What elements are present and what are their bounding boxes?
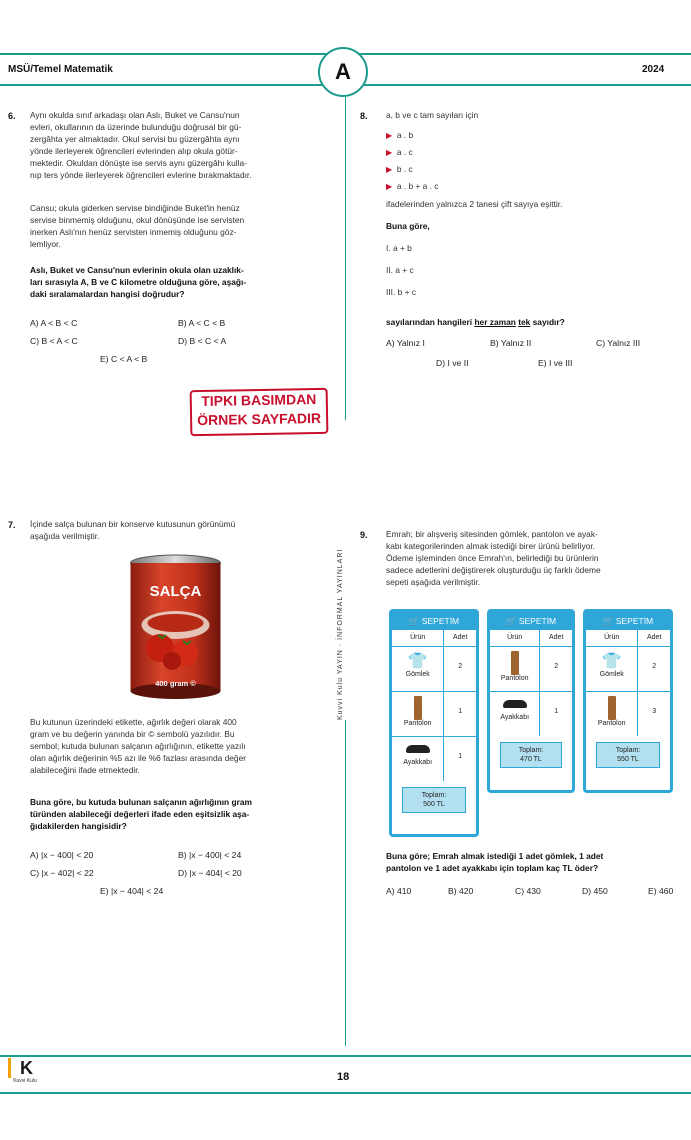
text-line: sembol; kutuda bulunan salçanın ağırlığının, etikette yazılı bbox=[30, 741, 246, 751]
list-item bbox=[386, 129, 438, 142]
text-line: Bu kutunun üzerindeki etikette, ağırlık değeri olarak 400 bbox=[30, 717, 237, 727]
q7-option-a[interactable]: A) |x − 400| < 20 bbox=[30, 850, 94, 860]
can-label-text: SALÇA bbox=[149, 583, 202, 600]
basket-columns bbox=[392, 630, 476, 647]
list-item bbox=[386, 163, 438, 176]
qty-cell: 2 bbox=[554, 663, 559, 670]
page-number: 18 bbox=[337, 1071, 350, 1083]
table-row bbox=[490, 692, 572, 736]
q9-option-d[interactable]: D) 450 bbox=[582, 886, 608, 896]
qty-cell: 2 bbox=[458, 663, 463, 670]
text-line: Emrah; bir alışveriş sitesinden gömlek, pantolon ve ayak- bbox=[386, 529, 598, 539]
q8-expr-1: I. a + b bbox=[386, 243, 412, 253]
text-line: inerken Aslı'nın henüz servisten inmemiş olduğunu göz- bbox=[30, 227, 237, 237]
basket-columns bbox=[490, 630, 572, 647]
text-line: nıp ters yönde ilerleyerek öğrencileri evlerine bırakmaktadır. bbox=[30, 170, 252, 180]
basket-header bbox=[490, 612, 572, 630]
product-name: Pantolon bbox=[403, 720, 432, 727]
shirt-icon: 👕 bbox=[601, 653, 622, 670]
text-line: alabileceğini ifade etmektedir. bbox=[30, 765, 140, 775]
total-value: 550 TL bbox=[617, 756, 639, 763]
year-label: 2024 bbox=[642, 64, 665, 75]
product-name: Ayakkabı bbox=[403, 759, 433, 766]
q9-question bbox=[386, 850, 686, 874]
basket-total bbox=[402, 787, 466, 813]
table-row bbox=[392, 692, 476, 737]
item-text: b . c bbox=[396, 164, 413, 174]
product-cell bbox=[586, 692, 638, 736]
col-product: Ürün bbox=[490, 630, 540, 646]
product-cell bbox=[392, 692, 444, 736]
q7-option-b[interactable]: B) |x − 400| < 24 bbox=[178, 850, 242, 860]
cart-icon: 🛒 bbox=[505, 616, 517, 626]
product-name: Pantolon bbox=[597, 720, 626, 727]
q8-items bbox=[386, 129, 438, 193]
text-line: kabı kategorilerinden almak istediği birer ürünü belirliyor. bbox=[386, 541, 596, 551]
text-line: türünden alabileceği değerleri ifade eden eşitsizlik aşa- bbox=[30, 809, 250, 819]
list-item bbox=[386, 180, 438, 193]
q6-number: 6. bbox=[8, 111, 16, 121]
col-qty: Adet bbox=[452, 634, 468, 641]
basket-title: SEPETİM bbox=[421, 616, 460, 626]
q7-option-d[interactable]: D) |x − 404| < 20 bbox=[178, 868, 242, 878]
product-cell bbox=[490, 692, 540, 736]
question-text: sayıdır? bbox=[530, 317, 565, 327]
text-line: evleri, okullarının da üzerinde bulunduğu doğrusal bir gü- bbox=[30, 122, 242, 132]
text-line: ğıdakilerden hangisidir? bbox=[30, 821, 127, 831]
triangle-bullet-icon: ▶ bbox=[386, 131, 393, 140]
q7-number: 7. bbox=[8, 520, 16, 530]
text-line: zergâhta yer almaktadır. Okul servisi bu güzergâhta aynı bbox=[30, 134, 240, 144]
product-cell bbox=[392, 737, 444, 781]
q8-lead: Buna göre, bbox=[386, 221, 430, 231]
publisher-logo bbox=[8, 1058, 42, 1090]
q8-number: 8. bbox=[360, 111, 368, 121]
logo-letter: K bbox=[8, 1058, 42, 1078]
table-row bbox=[392, 647, 476, 692]
text-line: Ödeme işleminden önce Emrah'ın, belirlediği bu ürünlerin bbox=[386, 553, 599, 563]
text-line: servise binmemiş olduğunu, okul dönüşünde ise servisten bbox=[30, 215, 245, 225]
q6-option-a[interactable]: A) A < B < C bbox=[30, 318, 78, 328]
product-name: Ayakkabı bbox=[500, 714, 530, 721]
underlined-always: her zaman bbox=[474, 317, 516, 327]
product-name: Pantolon bbox=[500, 675, 529, 682]
total-value: 470 TL bbox=[520, 756, 542, 763]
product-cell bbox=[586, 647, 638, 691]
q8-expr-3: III. b + c bbox=[386, 287, 417, 297]
stamp-line-1: TIPKI BASIMDAN bbox=[201, 390, 317, 410]
tomato-paste-can-image bbox=[128, 553, 223, 703]
total-label: Toplam: bbox=[518, 747, 544, 754]
side-publisher-text: Kuvvi Kulu YAYIN · İNFORMAL YAYINLARI bbox=[337, 420, 353, 720]
q7-option-c[interactable]: C) |x − 402| < 22 bbox=[30, 868, 94, 878]
product-cell bbox=[392, 647, 444, 691]
text-line: aşağıda verilmiştir. bbox=[30, 531, 100, 541]
qty-cell: 1 bbox=[458, 708, 463, 715]
table-row bbox=[392, 737, 476, 781]
text-line: sadece adetlerini değiştirerek oluşturduğu üç farklı ödeme bbox=[386, 565, 601, 575]
text-line: sepeti aşağıda verilmiştir. bbox=[386, 577, 481, 587]
item-text: a . b bbox=[396, 130, 414, 140]
q8-expr-2: II. a + c bbox=[386, 265, 414, 275]
q9-option-a[interactable]: A) 410 bbox=[386, 886, 412, 896]
can-weight-text: 400 gram © bbox=[155, 679, 196, 688]
qty-cell: 1 bbox=[554, 708, 559, 715]
cart-icon: 🛒 bbox=[408, 616, 420, 626]
q7-intro bbox=[30, 518, 335, 542]
basket-title: SEPETİM bbox=[518, 616, 557, 626]
subject-title: MSÜ/Temel Matematik bbox=[8, 64, 113, 75]
q9-option-c[interactable]: C) 430 bbox=[515, 886, 541, 896]
sneaker-icon bbox=[503, 700, 527, 708]
stamp-line-2: ÖRNEK SAYFADIR bbox=[197, 409, 322, 429]
text-line: Buna göre, bu kutuda bulunan salçanın ağırlığının gram bbox=[30, 797, 252, 807]
col-product: Ürün bbox=[586, 630, 638, 646]
basket-header bbox=[392, 612, 476, 630]
product-name: Gömlek bbox=[405, 671, 430, 678]
col-product: Ürün bbox=[392, 630, 444, 646]
text-line: Cansu; okula giderken servise bindiğinde Buket'in henüz bbox=[30, 203, 240, 213]
text-line: İçinde salça bulunan bir konserve kutusunun görünümü bbox=[30, 519, 236, 529]
q8-option-e[interactable]: E) I ve III bbox=[538, 358, 573, 368]
q8-option-b[interactable]: B) Yalnız II bbox=[490, 338, 532, 348]
table-row bbox=[490, 647, 572, 692]
question-text: sayılarından hangileri bbox=[386, 317, 475, 327]
booklet-badge: A bbox=[318, 47, 368, 97]
basket-title: SEPETİM bbox=[615, 616, 654, 626]
q6-paragraph-2 bbox=[30, 202, 335, 250]
q6-question bbox=[30, 264, 335, 300]
col-qty: Adet bbox=[548, 634, 564, 641]
text-line: olan ağırlık değerinin %5 azı ile %6 fazlası arasında değer bbox=[30, 753, 247, 763]
text-line: pantolon ve 1 adet ayakkabı için toplam kaç TL öder? bbox=[386, 863, 599, 873]
basket-columns bbox=[586, 630, 670, 647]
logo-text: Kuvvi Kulu bbox=[13, 1078, 37, 1084]
q8-after: ifadelerinden yalnızca 2 tanesi çift sayıya eşittir. bbox=[386, 199, 563, 209]
q9-paragraph bbox=[386, 528, 686, 588]
basket-total bbox=[596, 742, 660, 768]
text-line: Aslı, Buket ve Cansu'nun evlerinin okula olan uzaklık- bbox=[30, 265, 244, 275]
q9-number: 9. bbox=[360, 530, 368, 540]
total-value: 500 TL bbox=[423, 801, 445, 808]
text-line: yönde ilerleyerek öğrencileri evlerinden alıp okula götür- bbox=[30, 146, 238, 156]
qty-cell: 2 bbox=[652, 663, 657, 670]
text-line: ları sırasıyla A, B ve C kilometre olduğuna göre, aşağı- bbox=[30, 277, 247, 287]
text-line: gram ve bu değerin yanında bir © sembolü yazılıdır. Bu bbox=[30, 729, 235, 739]
sneaker-icon bbox=[406, 745, 430, 753]
list-item bbox=[386, 146, 438, 159]
q7-paragraph bbox=[30, 716, 335, 776]
col-qty: Adet bbox=[646, 634, 662, 641]
footer-line-top bbox=[0, 1055, 691, 1057]
basket-1 bbox=[389, 609, 479, 837]
trousers-icon bbox=[608, 696, 616, 720]
sample-page-stamp bbox=[190, 388, 329, 436]
basket-total bbox=[500, 742, 562, 768]
shirt-icon: 👕 bbox=[407, 653, 428, 670]
text-line: daki sıralamalardan hangisi doğrudur? bbox=[30, 289, 185, 299]
qty-cell: 1 bbox=[458, 753, 463, 760]
cart-icon: 🛒 bbox=[602, 616, 614, 626]
trousers-icon bbox=[511, 651, 519, 675]
triangle-bullet-icon: ▶ bbox=[386, 148, 393, 157]
product-cell bbox=[490, 647, 540, 691]
q9-option-b[interactable]: B) 420 bbox=[448, 886, 474, 896]
q8-option-c[interactable]: C) Yalnız III bbox=[596, 338, 641, 348]
footer-line-bottom bbox=[0, 1092, 691, 1094]
table-row bbox=[586, 647, 670, 692]
item-text: a . c bbox=[396, 147, 413, 157]
basket-2 bbox=[487, 609, 575, 793]
total-label: Toplam: bbox=[421, 792, 447, 799]
text-line: mektedir. Okuldan dönüşte ise servis aynı güzergâhı kulla- bbox=[30, 158, 247, 168]
q7-question bbox=[30, 796, 335, 832]
qty-cell: 3 bbox=[652, 708, 657, 715]
total-label: Toplam: bbox=[615, 747, 641, 754]
trousers-icon bbox=[414, 696, 422, 720]
basket-3 bbox=[583, 609, 673, 793]
q8-option-a[interactable]: A) Yalnız I bbox=[386, 338, 425, 348]
text-line: Aynı okulda sınıf arkadaşı olan Aslı, Buket ve Cansu'nun bbox=[30, 110, 240, 120]
triangle-bullet-icon: ▶ bbox=[386, 182, 393, 191]
q8-intro: a, b ve c tam sayıları için bbox=[386, 110, 479, 120]
text-line: lemliyor. bbox=[30, 239, 61, 249]
q6-option-e[interactable]: E) C < A < B bbox=[100, 354, 148, 364]
q8-question bbox=[386, 316, 565, 328]
basket-header bbox=[586, 612, 670, 630]
q6-option-b[interactable]: B) A < C < B bbox=[178, 318, 226, 328]
q9-option-e[interactable]: E) 460 bbox=[648, 886, 674, 896]
q6-option-d[interactable]: D) B < C < A bbox=[178, 336, 227, 346]
item-text: a . b + a . c bbox=[396, 181, 439, 191]
table-row bbox=[586, 692, 670, 736]
q7-option-e[interactable]: E) |x − 404| < 24 bbox=[100, 886, 164, 896]
text-line: Buna göre; Emrah almak istediği 1 adet gömlek, 1 adet bbox=[386, 851, 604, 861]
q6-paragraph-1 bbox=[30, 109, 335, 181]
q8-option-d[interactable]: D) I ve II bbox=[436, 358, 469, 368]
underlined-odd: tek bbox=[518, 317, 531, 327]
triangle-bullet-icon: ▶ bbox=[386, 165, 393, 174]
q6-option-c[interactable]: C) B < A < C bbox=[30, 336, 78, 346]
product-name: Gömlek bbox=[599, 671, 624, 678]
